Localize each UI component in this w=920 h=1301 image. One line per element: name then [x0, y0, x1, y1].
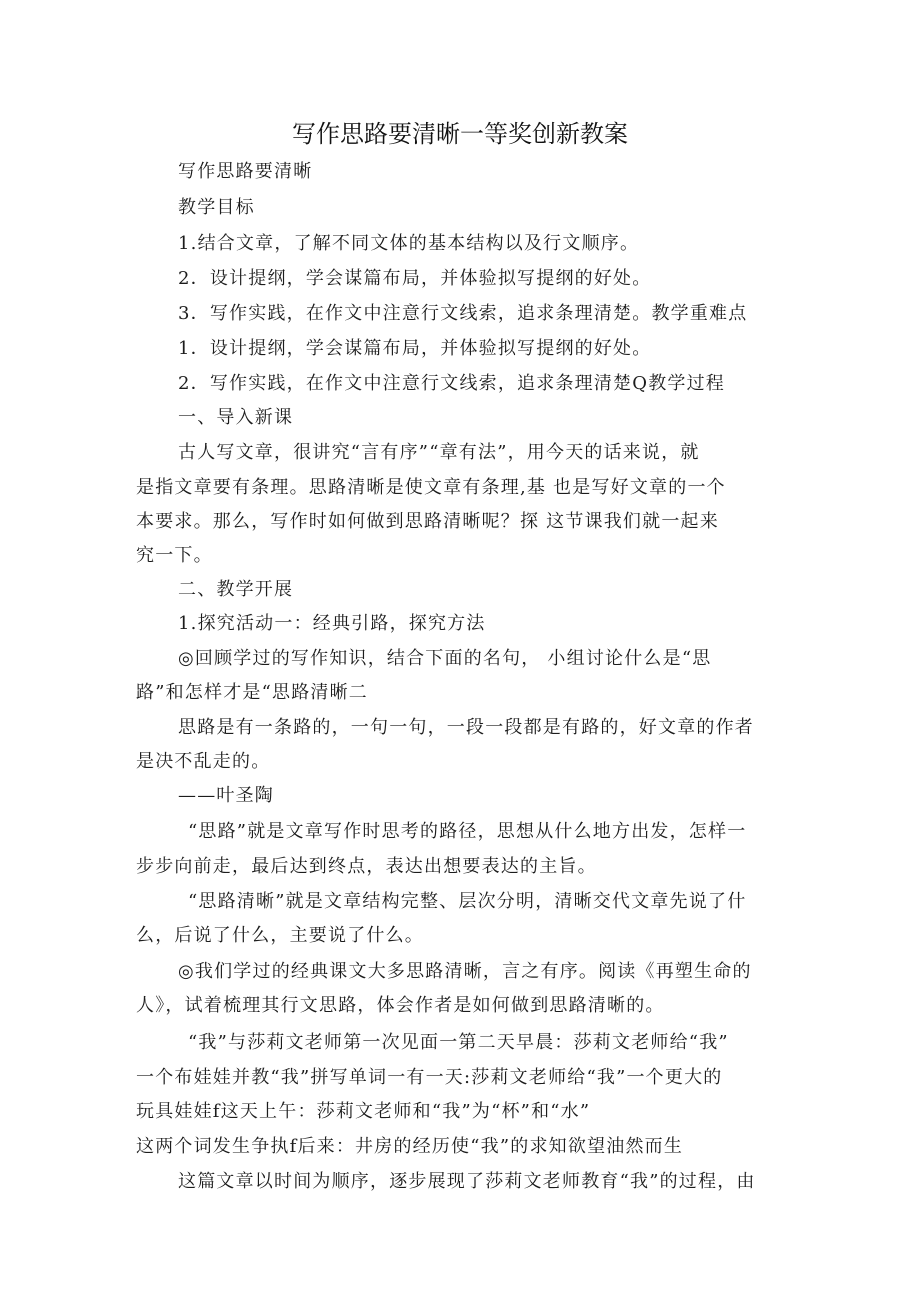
paragraph-line: 本要求。那么，写作时如何做到思路清晰呢？探 这节课我们就一起来: [136, 511, 719, 532]
paragraph-line: 人》，试着梳理其行文思路，体会作者是如何做到思路清晰的。: [136, 995, 665, 1016]
paragraph-line: “思路”就是文章写作时思考的路径，思想从什么地方出发，怎样一: [188, 821, 747, 842]
objective-item-2: 2．设计提纲，学会谋篇布局，并体验拟写提纲的好处。: [178, 268, 652, 289]
outline-line: 一个布娃娃并教“我”拼写单词一有一天:莎莉文老师给“我”一个更大的: [136, 1067, 723, 1088]
paragraph-line: 么，后说了什么，主要说了什么。: [136, 925, 424, 946]
paragraph-line: ◎我们学过的经典课文大多思路清晰，言之有序。阅读《再塑生命的: [178, 961, 752, 982]
key-point-item-2: 2．写作实践，在作文中注意行文线索，追求条理清楚Q教学过程: [178, 373, 726, 394]
section-heading-development: 二、教学开展: [178, 579, 294, 600]
paragraph-line: 这篇文章以时间为顺序，逐步展现了莎莉文老师教育“我”的过程，由: [178, 1171, 756, 1192]
paragraph-line: 古人写文章，很讲究“言有序”“章有法”，用今天的话来说，就: [178, 442, 700, 463]
paragraph-line: 路”和怎样才是“思路清晰二: [136, 682, 369, 703]
activity-heading: 1.探究活动一：经典引路，探究方法: [178, 613, 486, 634]
paragraph-line: 究一下。: [136, 545, 213, 566]
outline-line: 这两个词发生争执f后来：井房的经历使“我”的求知欲望油然而生: [136, 1136, 684, 1157]
quote-line: 思路是有一条路的，一句一句，一段一段都是有路的，好文章的作者: [178, 717, 754, 738]
section-heading-objectives: 教学目标: [178, 197, 255, 218]
paragraph-line: “思路清晰”就是文章结构完整、层次分明，清晰交代文章先说了什: [188, 891, 747, 912]
paragraph-line: ◎回顾学过的写作知识，结合下面的名句， 小组讨论什么是“思: [178, 648, 712, 669]
objective-item-1: 1.结合文章，了解不同文体的基本结构以及行文顺序。: [178, 233, 640, 254]
paragraph-line: 是指文章要有条理。思路清晰是使文章有条理,基 也是写好文章的一个: [136, 477, 726, 498]
outline-line: “我”与莎莉文老师第一次见面一第二天早晨：莎莉文老师给“我”: [188, 1032, 729, 1053]
paragraph-line: 步步向前走，最后达到终点，表达出想要表达的主旨。: [136, 856, 597, 877]
quote-line: 是决不乱走的。: [136, 751, 271, 772]
document-title: 写作思路要清晰一等奖创新教案: [292, 120, 628, 148]
key-point-item-1: 1．设计提纲，学会谋篇布局，并体验拟写提纲的好处。: [178, 338, 652, 359]
objective-item-3: 3．写作实践，在作文中注意行文线索，追求条理清楚。教学重难点: [178, 303, 748, 324]
section-heading-topic: 写作思路要清晰: [178, 161, 313, 182]
quote-author: ——叶圣陶: [178, 785, 274, 806]
section-heading-intro: 一、导入新课: [178, 407, 294, 428]
outline-line: 玩具娃娃f这天上午：莎莉文老师和“我”为“杯”和“水”: [136, 1101, 591, 1122]
